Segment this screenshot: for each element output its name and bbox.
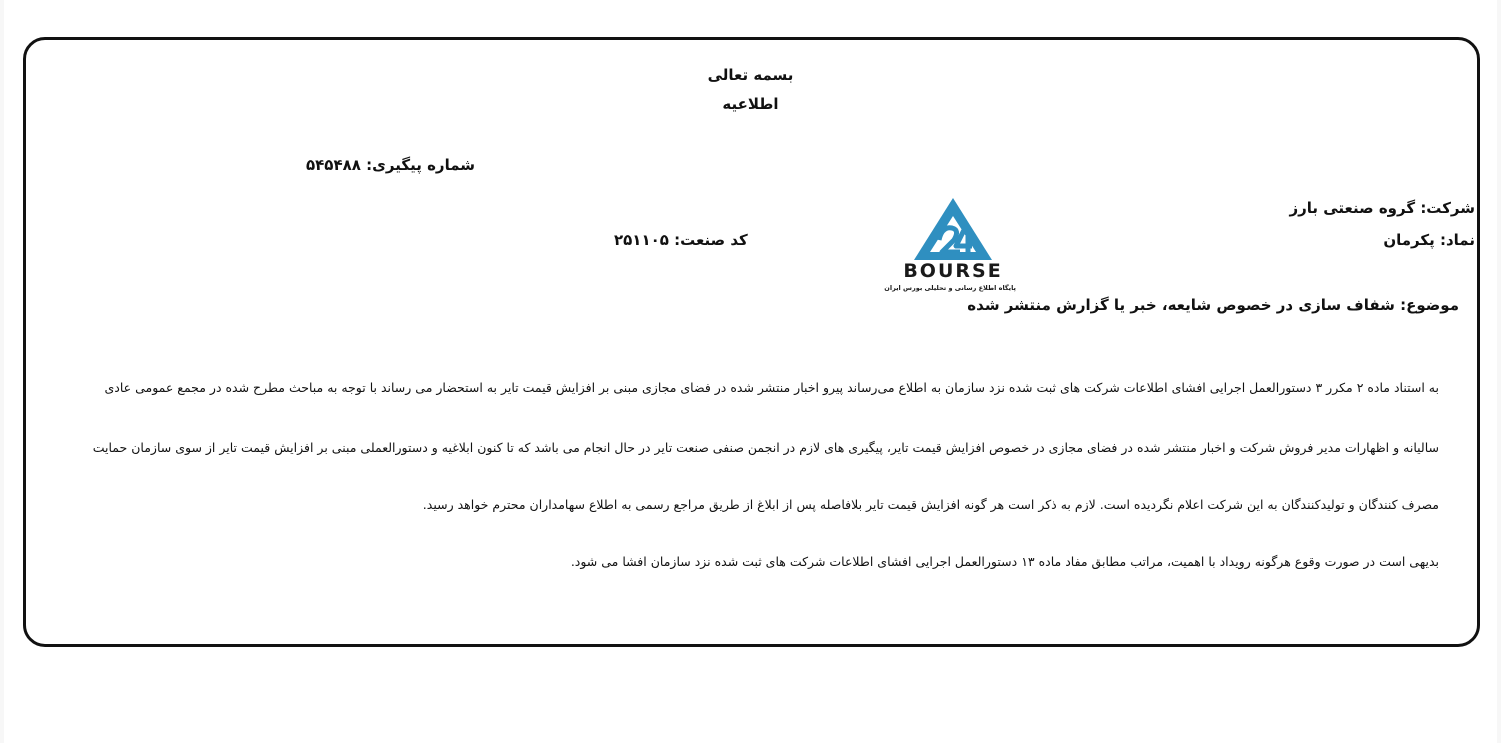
tracking-value: ۵۴۵۴۸۸	[306, 156, 361, 174]
symbol-line	[1383, 231, 1475, 249]
body-line-4: بدیهی است در صورت وقوع هرگونه رویداد با اهمیت، مراتب مطابق مفاد ماده ۱۳ دستورالعمل اجرایی افشای اطلاعات شرکت های ثبت شده نزد سازمان افشا می شود.	[570, 554, 1439, 569]
body-line-3: مصرف کنندگان و تولیدکنندگان به این شرکت اعلام نگردیده است. لازم به ذکر است هر گونه افزایش قیمت تایر بلافاصله پس از ابلاغ از طریق مراجع رسمی به اطلاع سهامداران محترم خواهد رسید.	[422, 497, 1439, 512]
industry-code-value: ۲۵۱۱۰۵	[614, 231, 669, 249]
notice-heading: اطلاعیه	[722, 95, 779, 113]
tracking-number	[306, 156, 475, 174]
company-value: گروه صنعتی بارز	[1289, 199, 1416, 217]
company-label: شرکت:	[1420, 199, 1475, 217]
body-line-2: سالیانه و اظهارات مدیر فروش شرکت و اخبار منتشر شده در فضای مجازی در خصوص افزایش قیمت تایر، پیگیری های لازم در انجمن صنفی صنعت تایر در حال انجام می باشد که تا کنون ابلاغیه و دستورالعملی مبنی بر افزایش قیمت تایر از سوی سازمان حمایت	[92, 440, 1439, 455]
bismillah-heading: بسمه تعالی	[707, 66, 794, 84]
symbol-value: پکرمان	[1383, 231, 1435, 249]
body-line-1: به استناد ماده ۲ مکرر ۳ دستورالعمل اجرایی افشای اطلاعات شرکت های ثبت شده نزد سازمان به اطلاع می‌رساند پیرو اخبار منتشر شده در فضای مجازی مبنی بر افزایش قیمت تایر به استحضار می رساند با توجه به مباحث مطرح شده در مجمع عمومی عادی	[104, 380, 1439, 395]
symbol-label: نماد:	[1439, 231, 1475, 249]
company-line	[1289, 199, 1475, 217]
bourse-logo	[884, 196, 1016, 296]
subject-line	[967, 296, 1459, 314]
industry-code-line	[614, 231, 748, 249]
bourse-wordmark: BOURSE	[903, 260, 1003, 282]
subject-label: موضوع:	[1400, 296, 1459, 314]
tracking-label: شماره پیگیری:	[366, 156, 476, 174]
bourse-tagline: پایگاه اطلاع رسانی و تحلیلی بورس ایران	[884, 284, 1016, 292]
industry-code-label: کد صنعت:	[674, 231, 748, 249]
subject-value: شفاف سازی در خصوص شایعه، خبر یا گزارش منتشر شده	[967, 296, 1395, 314]
